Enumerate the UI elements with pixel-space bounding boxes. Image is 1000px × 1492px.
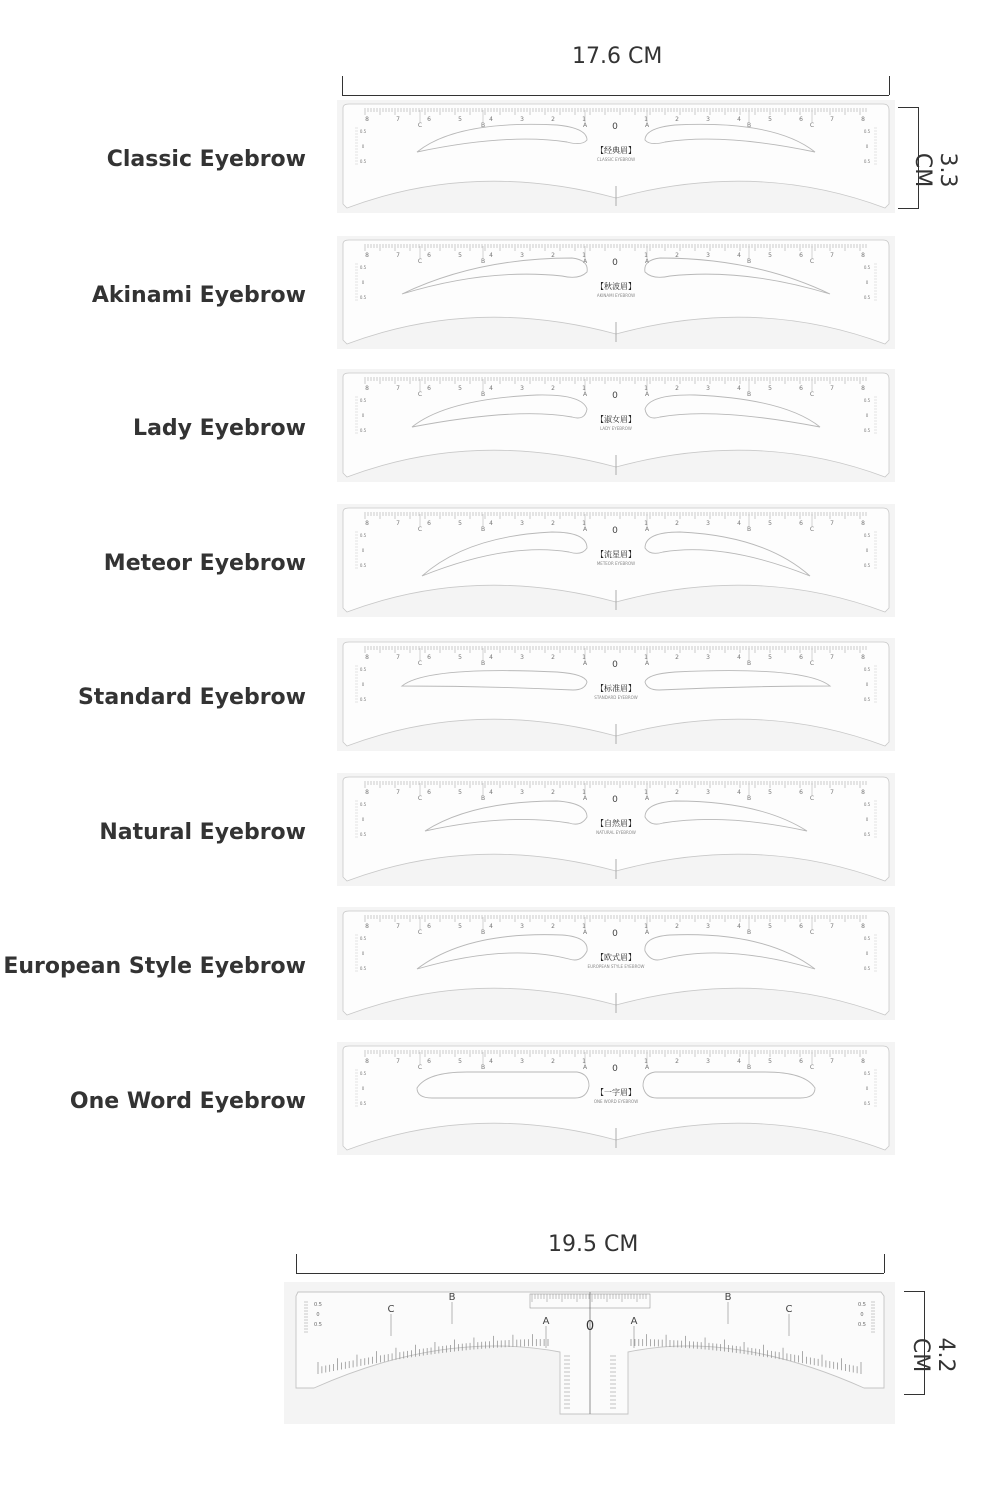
stencil-name-cn: 【欧式眉】	[596, 953, 636, 962]
stencil-card-natural	[337, 773, 895, 886]
ruler-letter: A	[582, 1064, 588, 1071]
ruler-number: 8	[861, 385, 865, 392]
ruler-number: 2	[675, 520, 679, 527]
ruler-number: 7	[396, 789, 400, 796]
ruler-number: 6	[427, 385, 431, 392]
ruler-number: 6	[799, 385, 803, 392]
ruler-number: 4	[489, 654, 493, 661]
side-scale-right: 0.5	[863, 936, 871, 941]
ruler-number: 6	[799, 1058, 803, 1065]
ruler-letter: A	[582, 258, 588, 265]
stencil-drawing	[337, 100, 895, 213]
ruler-number: 7	[396, 1058, 400, 1065]
bottom-width-line	[296, 1273, 884, 1274]
stencil-card-oneword	[337, 1042, 895, 1155]
stencil-drawing	[337, 638, 895, 751]
ruler-number: 6	[799, 520, 803, 527]
ruler-number: 5	[458, 252, 462, 259]
ruler-number: 4	[737, 520, 741, 527]
stencil-name-cn: 【自然眉】	[596, 819, 636, 828]
side-scale-left: 0.5	[359, 295, 367, 300]
mapping-side-right: 0	[860, 1312, 864, 1318]
ruler-number: 8	[861, 520, 865, 527]
ruler-number: 1	[644, 654, 648, 661]
side-scale-left: 0	[361, 144, 365, 149]
side-scale-left: 0.5	[359, 265, 367, 270]
side-scale-right: 0.5	[863, 129, 871, 134]
side-scale-right: 0	[865, 413, 869, 418]
top-height-label: 3.3 CM	[910, 152, 960, 188]
stencil-card-european	[337, 907, 895, 1020]
ruler-number: 4	[737, 654, 741, 661]
stencil-drawing	[337, 369, 895, 482]
side-scale-left: 0.5	[359, 1071, 367, 1076]
top-width-tick-right	[889, 76, 890, 95]
side-scale-right: 0.5	[863, 159, 871, 164]
ruler-letter: C	[809, 391, 815, 398]
ruler-number: 4	[737, 923, 741, 930]
side-scale-right: 0.5	[863, 802, 871, 807]
ruler-number: 7	[830, 789, 834, 796]
ruler-letter: A	[582, 122, 588, 129]
ruler-letter: C	[417, 660, 423, 667]
ruler-letter: B	[746, 258, 752, 265]
side-scale-right: 0.5	[863, 265, 871, 270]
ruler-number: 2	[551, 252, 555, 259]
ruler-number: 4	[489, 789, 493, 796]
ruler-letter: B	[480, 660, 486, 667]
ruler-number: 5	[768, 789, 772, 796]
side-scale-right: 0.5	[863, 667, 871, 672]
side-scale-right: 0.5	[863, 533, 871, 538]
ruler-number: 2	[675, 116, 679, 123]
ruler-number: 3	[520, 252, 524, 259]
bottom-width-label: 19.5 CM	[548, 1232, 639, 1257]
ruler-number: 7	[830, 654, 834, 661]
ruler-number: 3	[706, 923, 710, 930]
ruler-number: 2	[551, 923, 555, 930]
ruler-number: 6	[427, 252, 431, 259]
ruler-number: 7	[830, 923, 834, 930]
ruler-number: 4	[737, 385, 741, 392]
ruler-number: 2	[675, 252, 679, 259]
ruler-number: 1	[644, 116, 648, 123]
ruler-letter: A	[644, 258, 650, 265]
ruler-letter: C	[417, 929, 423, 936]
side-scale-left: 0.5	[359, 563, 367, 568]
ruler-number: 6	[427, 923, 431, 930]
stencil-label: Akinami Eyebrow	[91, 283, 306, 308]
ruler-number: 7	[396, 520, 400, 527]
ruler-letter: C	[417, 122, 423, 129]
stencil-drawing	[337, 907, 895, 1020]
side-scale-right: 0.5	[863, 563, 871, 568]
ruler-number: 8	[861, 789, 865, 796]
side-scale-left: 0.5	[359, 398, 367, 403]
side-scale-left: 0.5	[359, 832, 367, 837]
mapping-letter: B	[448, 1292, 456, 1303]
ruler-number: 3	[520, 1058, 524, 1065]
side-scale-left: 0.5	[359, 533, 367, 538]
ruler-number: 1	[644, 923, 648, 930]
stencil-card-lady	[337, 369, 895, 482]
ruler-letter: B	[746, 526, 752, 533]
ruler-letter: A	[644, 122, 650, 129]
ruler-number: 4	[489, 1058, 493, 1065]
ruler-number: 6	[427, 789, 431, 796]
stencil-name-en: METEOR EYEBROW	[596, 561, 636, 566]
ruler-number: 5	[768, 1058, 772, 1065]
ruler-number: 7	[830, 1058, 834, 1065]
ruler-number: 8	[365, 385, 369, 392]
stencil-label: One Word Eyebrow	[69, 1089, 306, 1114]
ruler-letter: A	[582, 660, 588, 667]
side-scale-right: 0	[865, 1086, 869, 1091]
ruler-number: 8	[861, 252, 865, 259]
mapping-letter: A	[630, 1316, 638, 1327]
ruler-number: 8	[861, 654, 865, 661]
ruler-number: 8	[861, 923, 865, 930]
ruler-letter: B	[480, 1064, 486, 1071]
ruler-number: 1	[582, 923, 586, 930]
side-scale-right: 0	[865, 951, 869, 956]
ruler-number: 0	[612, 660, 618, 670]
ruler-letter: A	[582, 795, 588, 802]
mapping-side-right: 0.5	[858, 1302, 866, 1308]
ruler-number: 2	[551, 520, 555, 527]
ruler-letter: A	[644, 929, 650, 936]
ruler-letter: C	[809, 929, 815, 936]
top-width-line	[342, 95, 889, 96]
ruler-number: 6	[427, 520, 431, 527]
ruler-number: 5	[458, 520, 462, 527]
side-scale-right: 0	[865, 280, 869, 285]
ruler-letter: C	[809, 660, 815, 667]
ruler-number: 5	[768, 385, 772, 392]
ruler-number: 5	[768, 654, 772, 661]
ruler-letter: A	[644, 391, 650, 398]
ruler-number: 4	[737, 116, 741, 123]
stencil-drawing	[337, 504, 895, 617]
ruler-number: 3	[706, 252, 710, 259]
ruler-letter: B	[480, 795, 486, 802]
ruler-number: 8	[365, 252, 369, 259]
ruler-number: 3	[706, 789, 710, 796]
stencil-label: Lady Eyebrow	[133, 416, 306, 441]
ruler-number: 3	[520, 789, 524, 796]
ruler-number: 6	[799, 654, 803, 661]
ruler-letter: C	[417, 258, 423, 265]
stencil-card-meteor	[337, 504, 895, 617]
ruler-number: 8	[365, 1058, 369, 1065]
ruler-number: 2	[551, 385, 555, 392]
ruler-number: 1	[644, 520, 648, 527]
ruler-number: 3	[520, 520, 524, 527]
ruler-number: 3	[706, 385, 710, 392]
ruler-number: 6	[799, 923, 803, 930]
ruler-number: 4	[737, 1058, 741, 1065]
stencil-label: Standard Eyebrow	[77, 685, 306, 710]
side-scale-left: 0.5	[359, 667, 367, 672]
ruler-number: 2	[551, 116, 555, 123]
ruler-letter: A	[644, 526, 650, 533]
ruler-number: 4	[489, 252, 493, 259]
bottom-height-label: 4.2 CM	[908, 1337, 958, 1373]
ruler-number: 0	[612, 526, 618, 536]
ruler-number: 8	[861, 1058, 865, 1065]
side-scale-left: 0.5	[359, 802, 367, 807]
side-scale-left: 0	[361, 951, 365, 956]
side-scale-left: 0.5	[359, 159, 367, 164]
ruler-number: 1	[582, 385, 586, 392]
ruler-number: 0	[612, 258, 618, 268]
side-scale-left: 0.5	[359, 1101, 367, 1106]
mapping-side-left: 0	[316, 1312, 320, 1318]
side-scale-left: 0	[361, 817, 365, 822]
stencil-name-cn: 【流星眉】	[596, 550, 636, 559]
ruler-number: 1	[582, 520, 586, 527]
ruler-number: 0	[612, 122, 618, 132]
side-scale-right: 0.5	[863, 1101, 871, 1106]
side-scale-right: 0.5	[863, 966, 871, 971]
ruler-number: 5	[768, 116, 772, 123]
ruler-number: 6	[427, 116, 431, 123]
ruler-number: 8	[365, 923, 369, 930]
ruler-number: 5	[458, 1058, 462, 1065]
ruler-number: 3	[706, 1058, 710, 1065]
stencil-card-standard	[337, 638, 895, 751]
ruler-number: 1	[582, 116, 586, 123]
ruler-number: 8	[365, 520, 369, 527]
ruler-number: 4	[489, 385, 493, 392]
side-scale-right: 0.5	[863, 295, 871, 300]
ruler-letter: B	[746, 929, 752, 936]
ruler-letter: C	[417, 391, 423, 398]
stencil-label: European Style Eyebrow	[3, 954, 306, 979]
mapping-side-left: 0.5	[314, 1322, 322, 1328]
ruler-letter: A	[644, 660, 650, 667]
ruler-number: 5	[458, 116, 462, 123]
ruler-number: 3	[706, 116, 710, 123]
ruler-number: 7	[396, 385, 400, 392]
ruler-letter: B	[746, 795, 752, 802]
side-scale-right: 0.5	[863, 1071, 871, 1076]
ruler-letter: B	[480, 391, 486, 398]
ruler-number: 6	[427, 1058, 431, 1065]
ruler-number: 5	[458, 385, 462, 392]
ruler-number: 3	[706, 654, 710, 661]
stencil-name-cn: 【标准眉】	[596, 684, 636, 693]
ruler-number: 1	[644, 385, 648, 392]
stencil-name-cn: 【淑女眉】	[596, 415, 636, 424]
ruler-number: 6	[799, 789, 803, 796]
ruler-letter: B	[746, 122, 752, 129]
brow-mapping-ruler-drawing	[284, 1282, 895, 1424]
mapping-letter: C	[387, 1304, 395, 1315]
side-scale-left: 0.5	[359, 697, 367, 702]
ruler-number: 3	[520, 923, 524, 930]
ruler-number: 7	[830, 520, 834, 527]
ruler-letter: A	[582, 391, 588, 398]
side-scale-left: 0.5	[359, 129, 367, 134]
ruler-letter: A	[582, 526, 588, 533]
top-width-tick-left	[342, 76, 343, 95]
ruler-number: 4	[737, 789, 741, 796]
ruler-number: 5	[768, 520, 772, 527]
top-width-label: 17.6 CM	[572, 44, 663, 69]
stencil-card-classic	[337, 100, 895, 213]
ruler-number: 1	[582, 789, 586, 796]
ruler-number: 7	[830, 116, 834, 123]
stencil-drawing	[337, 1042, 895, 1155]
ruler-number: 3	[520, 116, 524, 123]
ruler-number: 5	[458, 923, 462, 930]
stencil-label: Classic Eyebrow	[106, 147, 306, 172]
stencil-name-en: NATURAL EYEBROW	[596, 830, 636, 835]
ruler-letter: C	[809, 795, 815, 802]
ruler-number: 1	[582, 654, 586, 661]
side-scale-left: 0.5	[359, 428, 367, 433]
ruler-letter: C	[809, 1064, 815, 1071]
ruler-number: 1	[644, 252, 648, 259]
ruler-number: 2	[675, 654, 679, 661]
stencil-name-cn: 【秋波眉】	[596, 282, 636, 291]
ruler-letter: C	[417, 1064, 423, 1071]
ruler-letter: B	[746, 391, 752, 398]
ruler-letter: A	[644, 795, 650, 802]
ruler-number: 7	[396, 923, 400, 930]
stencil-label: Meteor Eyebrow	[103, 551, 306, 576]
ruler-number: 6	[799, 116, 803, 123]
mapping-side-left: 0.5	[314, 1302, 322, 1308]
ruler-number: 7	[830, 385, 834, 392]
stencil-card-akinami	[337, 236, 895, 349]
stencil-name-en: EUROPEAN STYLE EYEBROW	[587, 964, 645, 969]
side-scale-right: 0	[865, 144, 869, 149]
side-scale-right: 0	[865, 817, 869, 822]
side-scale-right: 0.5	[863, 697, 871, 702]
mapping-letter: B	[724, 1292, 732, 1303]
ruler-number: 4	[489, 116, 493, 123]
ruler-number: 0	[612, 1064, 618, 1074]
ruler-number: 2	[675, 1058, 679, 1065]
mapping-zero: 0	[585, 1319, 595, 1334]
ruler-number: 5	[458, 789, 462, 796]
ruler-letter: B	[480, 526, 486, 533]
ruler-number: 8	[861, 116, 865, 123]
ruler-number: 8	[365, 116, 369, 123]
ruler-number: 3	[520, 654, 524, 661]
ruler-number: 7	[396, 654, 400, 661]
ruler-number: 7	[396, 252, 400, 259]
side-scale-left: 0	[361, 682, 365, 687]
ruler-number: 2	[551, 1058, 555, 1065]
ruler-number: 1	[582, 252, 586, 259]
ruler-letter: A	[582, 929, 588, 936]
ruler-number: 1	[644, 1058, 648, 1065]
stencil-drawing	[337, 773, 895, 886]
ruler-letter: B	[746, 1064, 752, 1071]
side-scale-left: 0.5	[359, 966, 367, 971]
side-scale-left: 0	[361, 413, 365, 418]
ruler-number: 4	[737, 252, 741, 259]
ruler-number: 2	[551, 789, 555, 796]
ruler-number: 6	[799, 252, 803, 259]
side-scale-left: 0	[361, 280, 365, 285]
ruler-letter: C	[809, 122, 815, 129]
ruler-number: 5	[458, 654, 462, 661]
mapping-side-right: 0.5	[858, 1322, 866, 1328]
ruler-number: 6	[427, 654, 431, 661]
side-scale-right: 0	[865, 682, 869, 687]
ruler-letter: A	[644, 1064, 650, 1071]
mapping-letter: C	[785, 1304, 793, 1315]
ruler-letter: C	[809, 258, 815, 265]
stencil-name-en: LADY EYEBROW	[600, 426, 632, 431]
ruler-number: 3	[520, 385, 524, 392]
ruler-letter: B	[480, 122, 486, 129]
ruler-number: 4	[489, 520, 493, 527]
ruler-number: 8	[365, 789, 369, 796]
side-scale-left: 0	[361, 1086, 365, 1091]
ruler-letter: B	[480, 929, 486, 936]
side-scale-right: 0.5	[863, 832, 871, 837]
ruler-number: 7	[396, 116, 400, 123]
ruler-number: 2	[551, 654, 555, 661]
ruler-number: 7	[830, 252, 834, 259]
side-scale-left: 0	[361, 548, 365, 553]
stencil-drawing	[337, 236, 895, 349]
ruler-number: 1	[644, 789, 648, 796]
ruler-number: 5	[768, 252, 772, 259]
stencil-name-cn: 【经典眉】	[596, 146, 636, 155]
stencil-name-cn: 【一字眉】	[596, 1088, 636, 1097]
side-scale-right: 0	[865, 548, 869, 553]
ruler-number: 4	[489, 923, 493, 930]
ruler-letter: C	[809, 526, 815, 533]
ruler-letter: C	[417, 795, 423, 802]
stencil-name-en: CLASSIC EYEBROW	[596, 157, 636, 162]
side-scale-left: 0.5	[359, 936, 367, 941]
ruler-number: 2	[675, 923, 679, 930]
ruler-number: 2	[675, 385, 679, 392]
side-scale-right: 0.5	[863, 398, 871, 403]
stencil-name-en: ONE WORD EYEBROW	[593, 1099, 639, 1104]
ruler-letter: B	[480, 258, 486, 265]
ruler-letter: B	[746, 660, 752, 667]
ruler-number: 0	[612, 391, 618, 401]
ruler-number: 0	[612, 795, 618, 805]
ruler-letter: C	[417, 526, 423, 533]
ruler-number: 5	[768, 923, 772, 930]
ruler-number: 3	[706, 520, 710, 527]
stencil-label: Natural Eyebrow	[99, 820, 306, 845]
ruler-number: 8	[365, 654, 369, 661]
bottom-width-tick-left	[296, 1254, 297, 1273]
ruler-number: 2	[675, 789, 679, 796]
stencil-name-en: STANDARD EYEBROW	[594, 695, 638, 700]
mapping-letter: A	[542, 1316, 550, 1327]
stencil-name-en: AKINAMI EYEBROW	[596, 293, 636, 298]
ruler-number: 0	[612, 929, 618, 939]
brow-mapping-ruler	[284, 1282, 895, 1424]
bottom-width-tick-right	[884, 1254, 885, 1273]
ruler-number: 1	[582, 1058, 586, 1065]
side-scale-right: 0.5	[863, 428, 871, 433]
